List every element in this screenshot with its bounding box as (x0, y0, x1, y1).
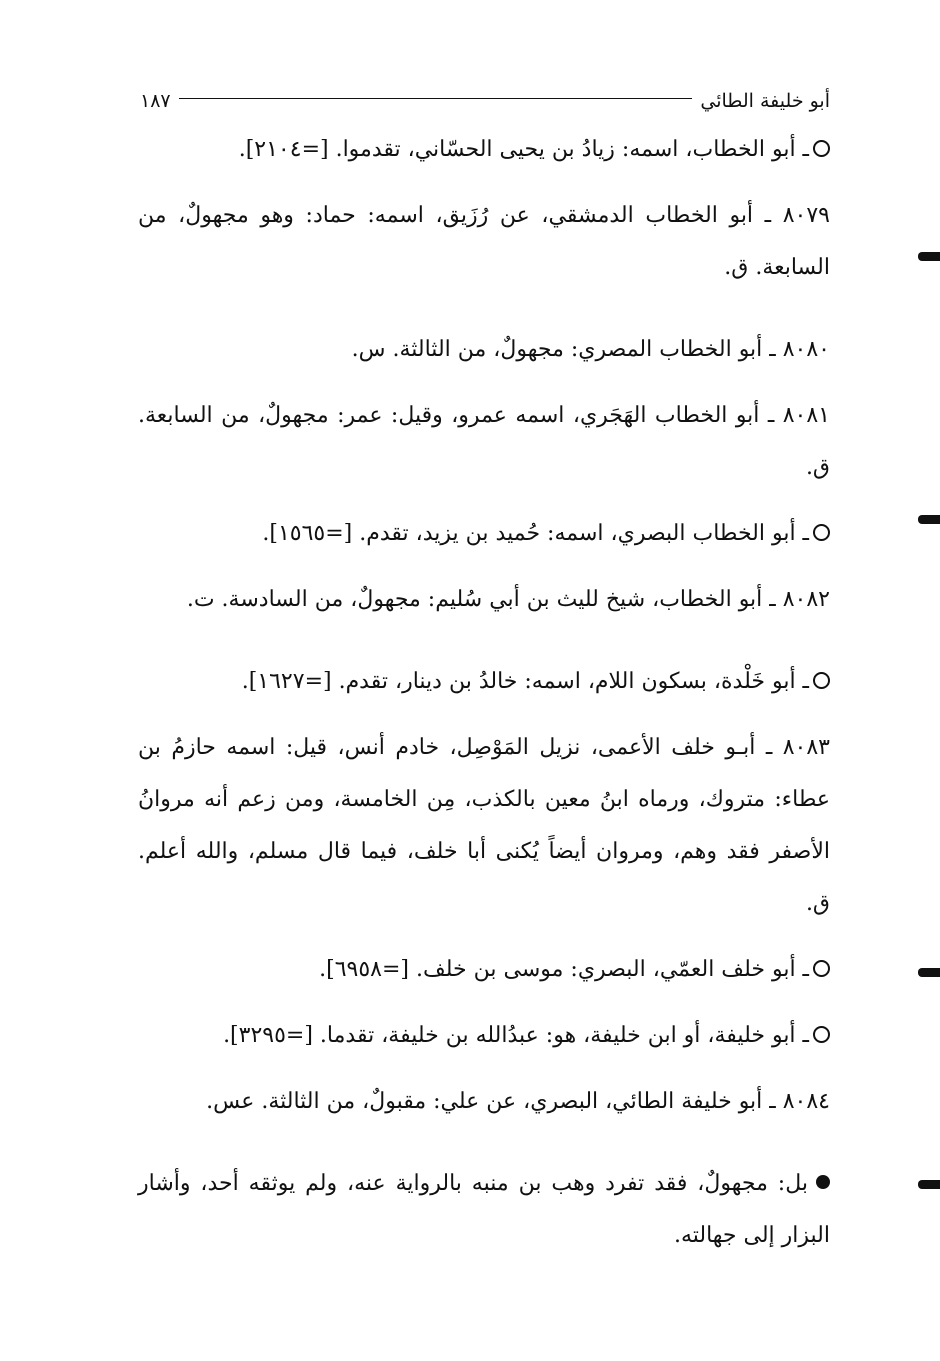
entry-numbered (138, 574, 830, 626)
header-title: أبو خليفة الطائي (700, 90, 830, 112)
margin-mark (918, 1180, 940, 1189)
margin-mark (918, 252, 940, 261)
entry-text: ٨٠٨٤ ـ أبو خليفة الطائي، البصري، عن علي: مقبولٌ، من الثالثة. عس. (206, 1089, 830, 1114)
entry-text: ٨٠٨١ ـ أبو الخطاب الهَجَري، اسمه عمرو، وقيل: عمر: مجهولٌ، من السابعة. ق. (138, 403, 830, 480)
entry-text: ٨٠٨٣ ـ أبـو خلف الأعمى، نزيل المَوْصِل، خادم أنس، قيل: اسمه حازمُ بن عطاء: متروك، ورماه ابنُ معين بالكذب، مِن الخامسة، ومن زعم أنه مروانُ الأصفر فقد وهم، ومروان أيضاً يُكنى أبا خلف، فيما قال مسلم، والله أعلم. ق. (138, 735, 830, 916)
entry-text: ٨٠٧٩ ـ أبو الخطاب الدمشقي، عن رُزَيق، اسمه: حماد: وهو مجهولٌ، من السابعة. ق. (138, 203, 830, 280)
entry-cross-ref (138, 656, 830, 708)
entry-cross-ref (138, 124, 830, 176)
entry-cross-ref (138, 508, 830, 560)
hollow-circle-icon (813, 524, 830, 541)
entry-text: ـ أبو خلف العمّي، البصري: موسى بن خلف. [=٦٩٥٨]. (319, 957, 809, 982)
hollow-circle-icon (813, 672, 830, 689)
entry-cross-ref (138, 944, 830, 996)
filled-bullet-icon (816, 1175, 830, 1189)
entry-numbered (138, 390, 830, 494)
margin-mark (918, 968, 940, 977)
entry-annotation (138, 1158, 830, 1262)
hollow-circle-icon (813, 960, 830, 977)
entry-text: بل: مجهولٌ، فقد تفرد وهب بن منبه بالرواية عنه، ولم يوثقه أحد، وأشار البزار إلى جهالته. (138, 1171, 830, 1248)
hollow-circle-icon (813, 1026, 830, 1043)
hollow-circle-icon (813, 140, 830, 157)
entry-numbered (138, 190, 830, 294)
page-body (138, 124, 830, 1276)
running-header (140, 86, 830, 116)
page-number: ١٨٧ (140, 90, 171, 112)
entry-numbered (138, 1076, 830, 1128)
entry-text: ـ أبو الخطاب، اسمه: زيادُ بن يحيى الحسّاني، تقدموا. [=٢١٠٤]. (238, 137, 809, 162)
margin-mark (918, 515, 940, 524)
entry-text: ٨٠٨٠ ـ أبو الخطاب المصري: مجهولٌ، من الثالثة. س. (351, 337, 830, 362)
entry-text: ٨٠٨٢ ـ أبو الخطاب، شيخ لليث بن أبي سُليم: مجهولٌ، من السادسة. ت. (186, 587, 830, 612)
entry-cross-ref (138, 1010, 830, 1062)
entry-numbered (138, 722, 830, 930)
header-rule (179, 98, 693, 99)
entry-text: ـ أبو خَلْدة، بسكون اللام، اسمه: خالدُ بن دينار، تقدم. [=١٦٢٧]. (241, 669, 809, 694)
entry-text: ـ أبو خليفة، أو ابن خليفة، هو: عبدُالله بن خليفة، تقدما. [=٣٢٩٥]. (223, 1023, 809, 1048)
entry-numbered (138, 324, 830, 376)
entry-text: ـ أبو الخطاب البصري، اسمه: حُميد بن يزيد، تقدم. [=١٥٦٥]. (262, 521, 809, 546)
